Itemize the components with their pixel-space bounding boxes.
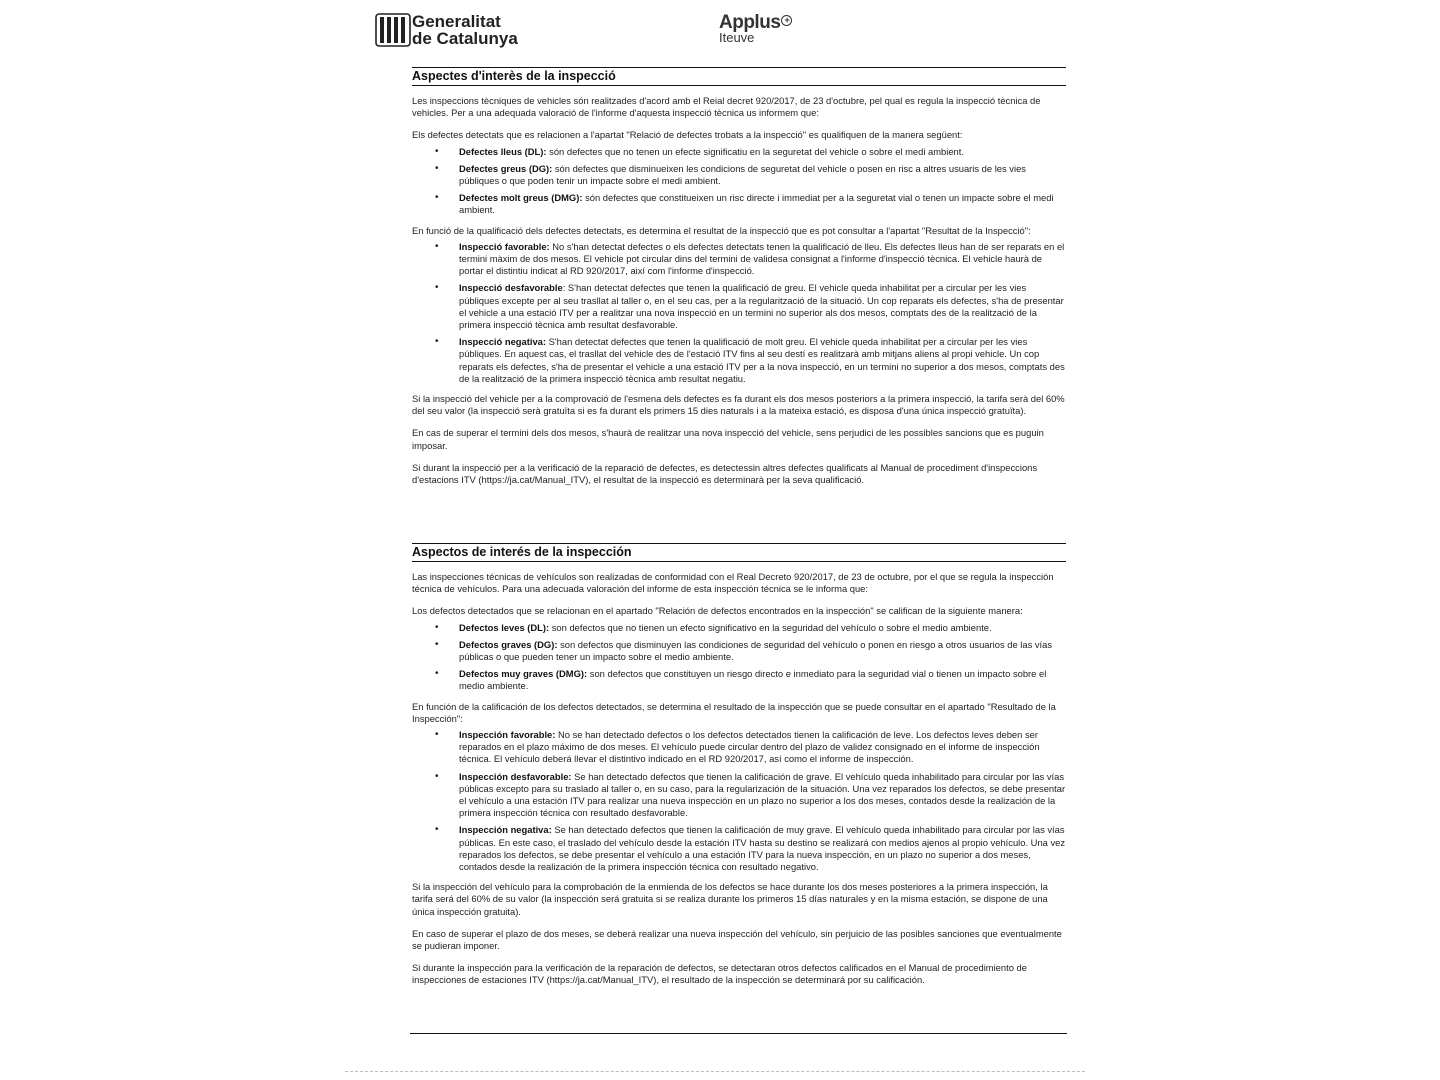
result-intro: En funció de la qualificació dels defectes detectats, es determina el resultat de la inspecció que es pot consultar a l'apartat "Resultat de la Inspecció":: [412, 224, 1031, 236]
section-catalan: [412, 67, 1066, 496]
fee-paragraph: Si la inspecció del vehicle per a la comprovació de l'esmena dels defectes es fa durant els dos mesos posteriors a la primera inspecció, la tarifa serà del 60% del seu valor (la inspecció serà gratuïta si es fa durant els primers 15 dies naturals i a la mateixa estació, es disposa d'una única inspecció gratuïta).: [412, 393, 1065, 417]
list-item: • Defectos graves (DG): son defectos que disminuyen las condiciones de seguridad del vehículo o ponen en riesgo a otros usuarios de las vías públicas o que pueden tener un impacto sobre el medio ambiente.: [412, 639, 1066, 663]
end-divider: [410, 1033, 1067, 1034]
defects-list: [412, 622, 1066, 693]
results-list: [412, 241, 1066, 385]
result-intro: En función de la calificación de los defectos detectados, se determina el resultado de la inspección que se puede consultar en el apartado "Resultado de la Inspección":: [412, 700, 1056, 724]
list-item: • Inspección negativa: Se han detectado defectos que tienen la calificación de muy grave. El vehículo queda inhabilitado para circular por las vías públicas. En este caso, el traslado del vehículo desde la estación ITV hasta su destino se realizará con medios ajenos al propio vehículo. Una vez reparados los defectos, se debe presentar el vehículo a una estación ITV para la nueva inspección, en un plazo no superior a dos meses, contados desde la realización de la primera inspección técnica con resultado negativo.: [412, 824, 1066, 873]
exceed-paragraph: En caso de superar el plazo de dos meses, se deberá realizar una nueva inspección del vehículo, sin perjuicio de las posibles sanciones que eventualmente se pudieran imponer.: [412, 927, 1062, 952]
manual-paragraph: Si durante la inspección para la verificación de la reparación de defectos, se detectaran otros defectos calificados en el Manual de procedimiento de inspecciones de estaciones ITV (https://ja.cat/Manual_ITV), el resultado de la inspección se determinará por su calificación.: [412, 962, 1027, 986]
applus-logo: [719, 13, 792, 44]
list-item: • Defectes molt greus (DMG): són defectes que constitueixen un risc directe i immediat per a la seguretat vial o tenen un impacte sobre el medi ambient.: [412, 192, 1066, 216]
intro-paragraph: Les inspeccions tècniques de vehicles són realitzades d'acord amb el Reial decret 920/2017, de 23 d'octubre, pel qual es regula la inspecció tècnica de vehicles. Per a una adequada valoració de l'informe d'aquesta inspecció tècnica us informem que:: [412, 95, 1041, 119]
results-list: [412, 729, 1066, 873]
list-item: • Defectes greus (DG): són defectes que disminueixen les condicions de seguretat del vehicle o posen en risc a altres usuaris de les vies públiques o que poden tenir un impacte sobre el medi ambient.: [412, 163, 1066, 187]
plus-circle-icon: +: [781, 15, 792, 26]
defects-intro: Els defectes detectats que es relacionen a l'apartat "Relació de defectes trobats a la inspecció" es qualifiquen de la manera següent:: [412, 129, 963, 141]
defects-list: [412, 146, 1066, 217]
intro-paragraph: Las inspecciones técnicas de vehículos son realizadas de conformidad con el Real Decreto 920/2017, de 23 de octubre, por el que se regula la inspección técnica de vehículos. Para una adecuada valoración del informe de esta inspección técnica se le informa que:: [412, 571, 1054, 595]
fee-paragraph: Si la inspección del vehículo para la comprobación de la enmienda de los defectos se hace durante los dos meses posteriores a la primera inspección, la tarifa será del 60% de su valor (la inspección será gratuita si se realiza durante los primeros 15 días naturales y en la misma estación, se dispone de una única inspección gratuita).: [412, 881, 1048, 917]
list-item: • Defectos leves (DL): son defectos que no tienen un efecto significativo en la seguridad del vehículo o sobre el medio ambiente.: [412, 622, 1066, 634]
page-edge-divider: [345, 1071, 1085, 1072]
list-item: • Inspecció favorable: No s'han detectat defectes o els defectes detectats tenen la qualificació de lleu. Els defectes lleus han de ser reparats en el termini màxim de dos mesos. El vehicle pot circular dins del termini de validesa consignat a l'informe d'inspecció tècnica. El vehicle haurà de portar el distintiu indicat al RD 920/2017, així com l'informe d'inspecció.: [412, 241, 1066, 278]
generalitat-name: Generalitat de Catalunya: [412, 12, 518, 48]
section-spanish: [412, 543, 1066, 997]
applus-subtitle: Iteuve: [719, 30, 755, 45]
applus-word: Applus: [719, 12, 781, 33]
list-item: • Defectos muy graves (DMG): son defectos que constituyen un riesgo directo e inmediato para la seguridad vial o tienen un impacto sobre el medio ambiente.: [412, 668, 1066, 692]
generalitat-logo-icon: [375, 13, 411, 47]
list-item: • Inspección favorable: No se han detectado defectos o los defectos detectados tienen la calificación de leve. Los defectos leves deben ser reparados en el plazo máximo de dos meses. El vehículo puede circular dentro del plazo de validez consignado en el informe de inspección técnica. El vehículo deberá llevar el distintivo indicado en el RD 920/2017, así como el informe de inspección.: [412, 729, 1066, 766]
manual-paragraph: Si durant la inspecció per a la verificació de la reparació de defectes, es detectessin altres defectes qualificats al Manual de procediment d'inspeccions d'estacions ITV (https://ja.cat/Manual_ITV), el resultat de la inspecció es determinarà per la seva qualificació.: [412, 461, 1038, 486]
list-item: • Inspección desfavorable: Se han detectado defectos que tienen la calificación de grave. El vehículo queda inhabilitado para circular por las vías públicas excepto para su traslado al taller o, en su caso, para la regularización de la situación. Una vez reparados los defectos, se debe presentar el vehículo a una estación ITV para realizar una nueva inspección en un plazo no superior a los dos meses, contados desde la realización de la primera inspección técnica con resultado desfavorable.: [412, 771, 1066, 820]
section-title: Aspectos de interés de la inspección: [412, 543, 1066, 562]
list-item: • Inspecció desfavorable: S'han detectat defectes que tenen la qualificació de greu. El vehicle queda inhabilitat per a circular per les vies públiques excepte per al seu trasllat al taller o, en el seu cas, per a la regularització de la situació. Un cop reparats els defectes, s'ha de presentar el vehicle a una estació ITV per a realitzar una nova inspecció en un termini no superior als dos mesos, comptats des de la realització de la primera inspecció tècnica amb resultat desfavorable.: [412, 282, 1066, 331]
list-item: • Inspecció negativa: S'han detectat defectes que tenen la qualificació de molt greu. El vehicle queda inhabilitat per a circular per les vies públiques. En aquest cas, el trasllat del vehicle des de l'estació ITV fins al seu destí es realitzarà amb mitjans aliens al propi vehicle. Un cop reparats els defectes, s'ha de presentar el vehicle a una estació ITV per a la nova inspecció, en un termini no superior a dos mesos, comptats des de la realització de la primera inspecció tècnica amb resultat negatiu.: [412, 336, 1066, 385]
defects-intro: Los defectos detectados que se relacionan en el apartado "Relación de defectos encontrados en la inspección" se califican de la siguiente manera:: [412, 605, 1023, 617]
exceed-paragraph: En cas de superar el termini dels dos mesos, s'haurà de realitzar una nova inspecció del vehicle, sens perjudici de les possibles sancions que es puguin imposar.: [412, 427, 1044, 451]
list-item: • Defectes lleus (DL): són defectes que no tenen un efecte significatiu en la seguretat del vehicle o sobre el medi ambient.: [412, 146, 1066, 158]
section-title: Aspectes d'interès de la inspecció: [412, 67, 1066, 86]
